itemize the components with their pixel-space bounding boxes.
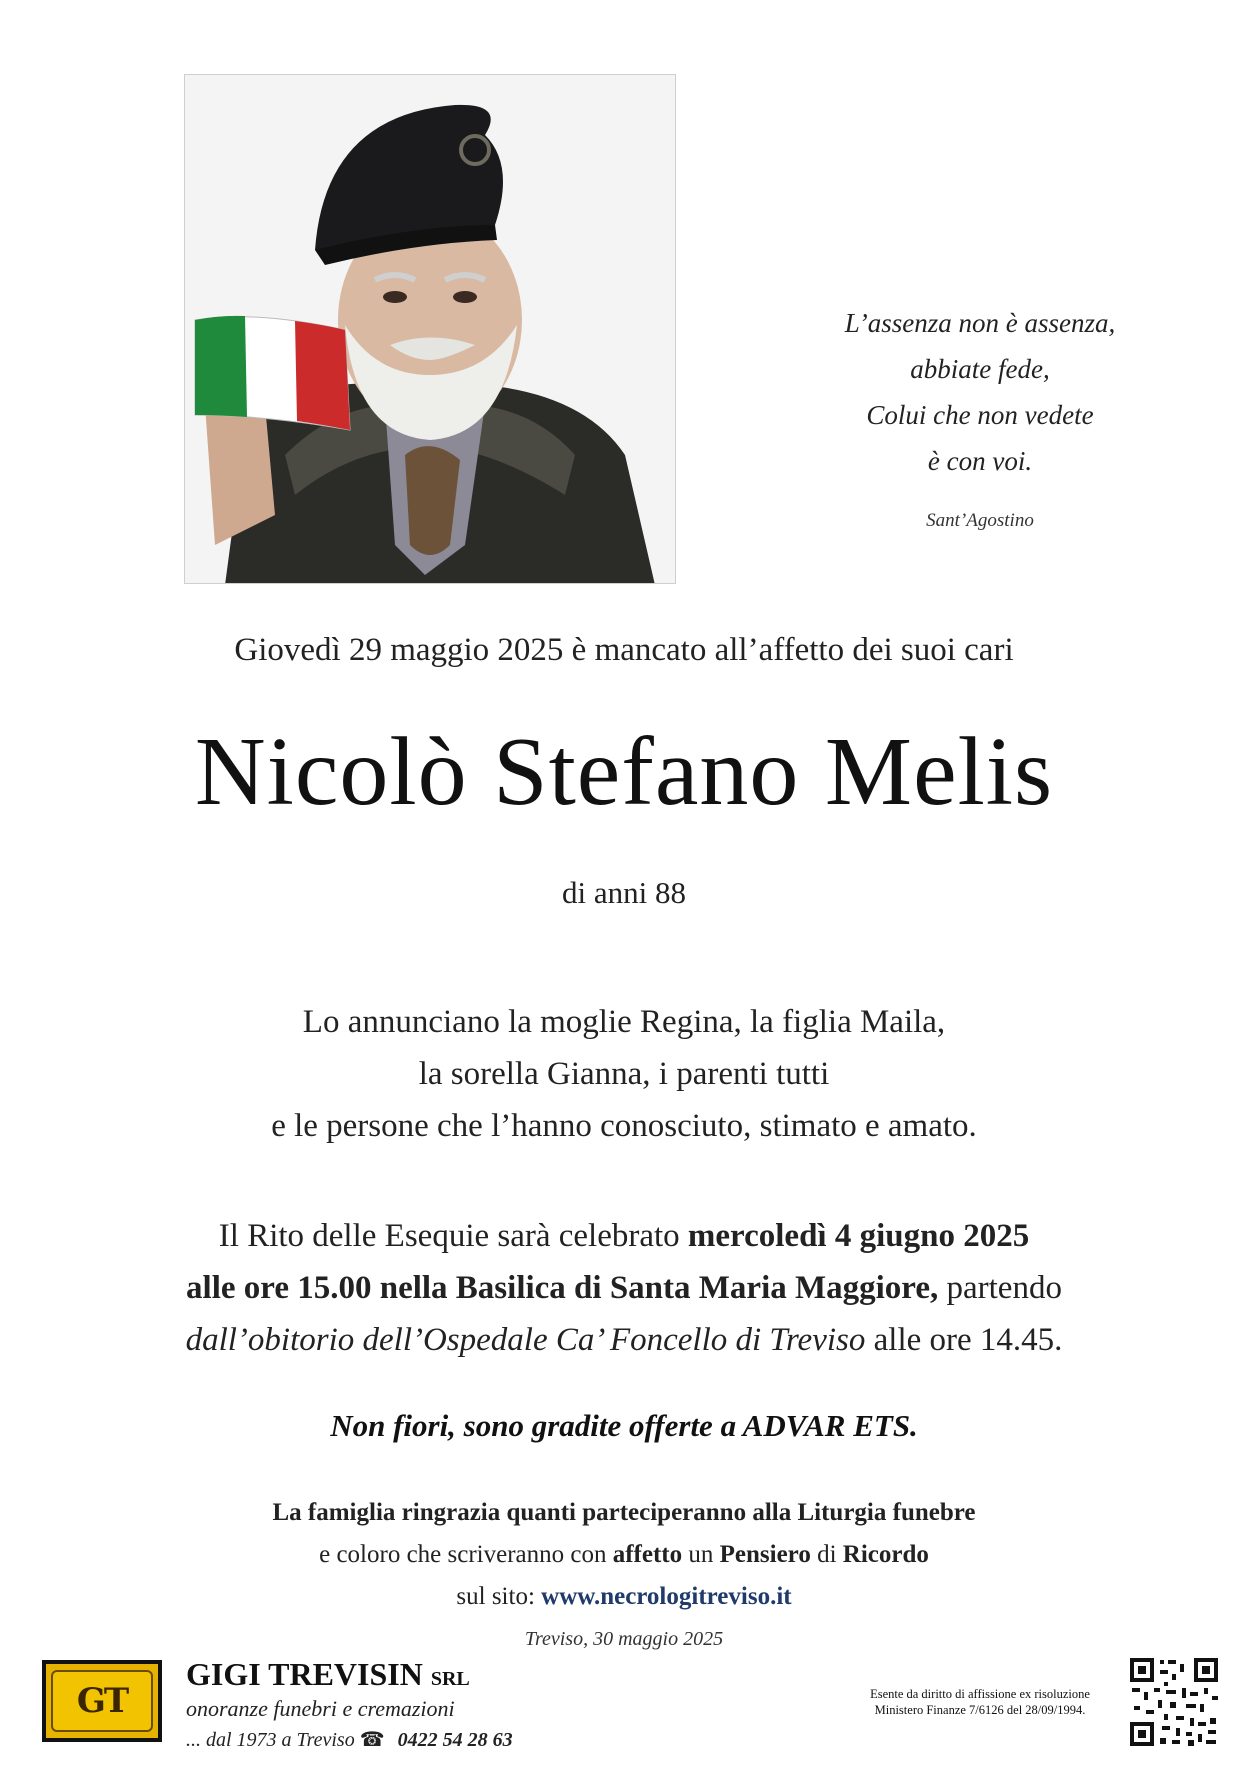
rite-date: mercoledì 4 giugno 2025	[687, 1218, 1030, 1254]
family-line: e le persone che l’hanno conosciuto, stimato e amato.	[271, 1108, 977, 1144]
company-logo	[42, 1660, 162, 1742]
rite-intro-text: Il Rito delle Esequie sarà celebrato	[218, 1218, 688, 1254]
funeral-rite-details	[0, 1210, 1248, 1366]
thanks-line-2	[0, 1534, 1248, 1576]
thanks-line-1: La famiglia ringrazia quanti parteciperanno alla Liturgia funebre	[272, 1499, 976, 1526]
company-name-text: GIGI TREVISIN	[186, 1656, 423, 1692]
family-line: Lo annunciano la moglie Regina, la figlia Maila,	[302, 1004, 946, 1040]
thanks-emphasis: affetto	[612, 1541, 683, 1568]
quote-block	[760, 300, 1200, 484]
tax-exemption-note	[850, 1686, 1110, 1718]
exemption-line: Ministero Finanze 7/6126 del 28/09/1994.	[874, 1703, 1086, 1717]
deceased-name: Nicolò Stefano Melis	[194, 718, 1054, 826]
company-since-line	[186, 1727, 513, 1752]
company-phone: 0422 54 28 63	[397, 1729, 513, 1751]
thanks-text: di	[810, 1541, 843, 1568]
dateline: Treviso, 30 maggio 2025	[524, 1628, 724, 1650]
qr-code[interactable]	[1128, 1656, 1220, 1748]
telephone-icon: ☎	[359, 1729, 385, 1751]
portrait-photo	[184, 74, 676, 584]
thanks-line-3	[0, 1576, 1248, 1618]
company-suffix: SRL	[430, 1668, 470, 1690]
rite-departure-time: alle ore 14.45.	[865, 1322, 1063, 1358]
family-announcement	[0, 996, 1248, 1152]
company-name	[186, 1656, 470, 1693]
quote-line: L’assenza non è assenza,	[844, 308, 1116, 338]
exemption-line: Esente da diritto di affissione ex risoluzione	[870, 1687, 1090, 1701]
thanks-text: un	[682, 1541, 720, 1568]
thanks-text: e coloro che scriveranno con	[319, 1541, 613, 1568]
donation-note: Non fiori, sono gradite offerte a ADVAR ETS.	[330, 1408, 918, 1443]
company-subtitle: onoranze funebri e cremazioni	[186, 1696, 455, 1721]
rite-line-3	[0, 1314, 1248, 1366]
rite-line-1	[0, 1210, 1248, 1262]
rite-departing-text: partendo	[938, 1270, 1062, 1306]
quote-line: Colui che non vedete	[866, 400, 1094, 430]
quote-author: Sant’Agostino	[926, 510, 1034, 531]
company-since: ... dal 1973 a Treviso	[186, 1729, 355, 1751]
qr-code-graphic	[1128, 1656, 1220, 1748]
site-label: sul sito:	[456, 1583, 542, 1610]
thanks-emphasis: Ricordo	[842, 1541, 929, 1568]
rite-line-2	[0, 1262, 1248, 1314]
rite-departure-place: dall’obitorio dell’Ospedale Ca’ Foncello di Treviso	[185, 1322, 866, 1358]
logo-monogram: GT	[51, 1670, 153, 1732]
rite-time-location: alle ore 15.00 nella Basilica di Santa Maria Maggiore,	[186, 1270, 939, 1306]
deceased-age: di anni 88	[562, 875, 686, 910]
site-link[interactable]: www.necrologitreviso.it	[541, 1583, 792, 1610]
quote-line: abbiate fede,	[910, 354, 1050, 384]
quote-line: è con voi.	[927, 446, 1033, 476]
family-line: la sorella Gianna, i parenti tutti	[418, 1056, 830, 1092]
family-thanks	[0, 1492, 1248, 1618]
portrait-illustration	[185, 75, 676, 584]
thanks-emphasis: Pensiero	[719, 1541, 811, 1568]
death-announcement-intro: Giovedì 29 maggio 2025 è mancato all’affetto dei suoi cari	[234, 632, 1014, 668]
